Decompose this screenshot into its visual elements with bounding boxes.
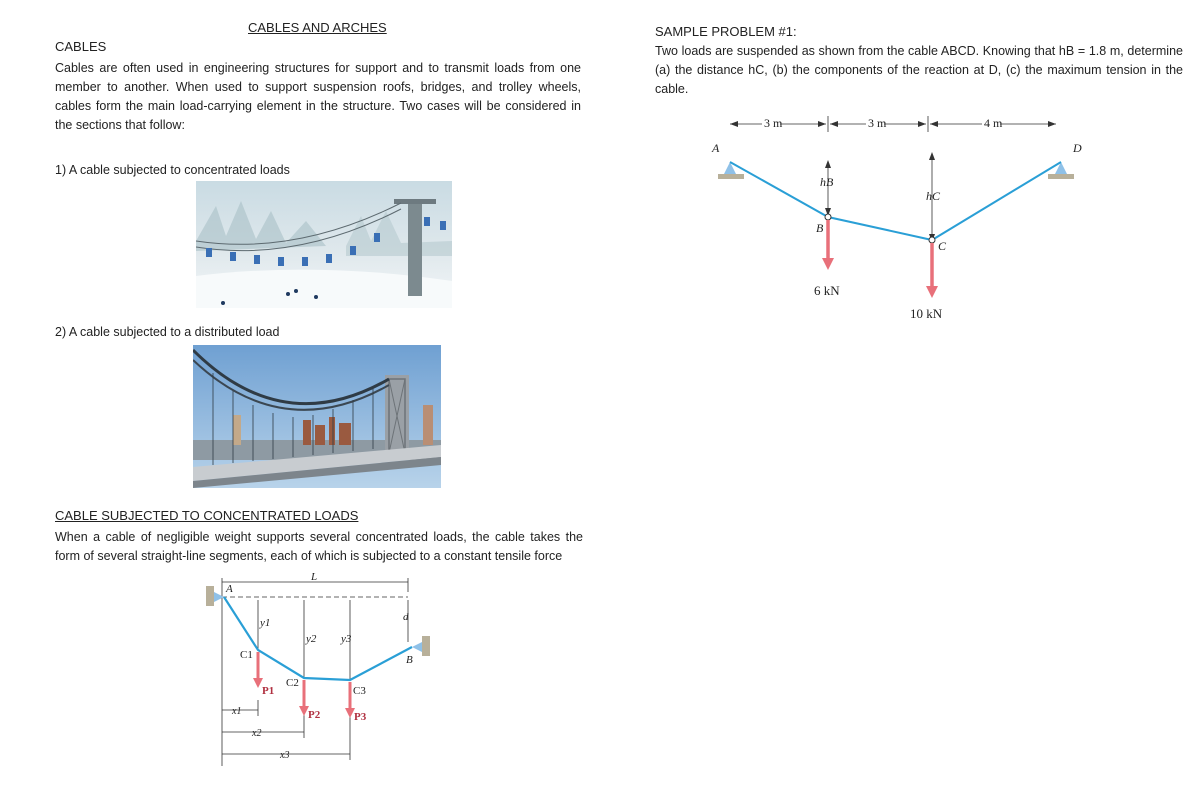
label-c1: C1 (240, 649, 253, 661)
label-a: A (226, 583, 233, 595)
label-y3: y3 (341, 633, 352, 645)
support-a (214, 592, 224, 602)
span-cd: 4 m (984, 116, 1003, 130)
label-y2: y2 (306, 633, 317, 645)
label-a: A (712, 141, 720, 155)
point-b (825, 214, 831, 220)
label-x1: x1 (232, 706, 242, 717)
chairlift-photo (196, 181, 452, 308)
point-c (929, 237, 935, 243)
label-d: d (403, 611, 409, 623)
section-paragraph: When a cable of negligible weight supports several concentrated loads, the cable takes the form of several straight-line segments, each of which is subjected to a constant tensile force (55, 530, 583, 563)
span-bc: 3 m (868, 116, 887, 130)
sample-problem-diagram (700, 110, 1100, 325)
problem-title: SAMPLE PROBLEM #1: (655, 24, 797, 39)
cables-heading: CABLES (55, 39, 107, 54)
label-p2: P2 (308, 709, 321, 721)
case-2-label: 2) A cable subjected to a distributed load (55, 325, 280, 339)
label-hb: hB (820, 175, 834, 189)
label-p1: P1 (262, 685, 275, 697)
label-y1: y1 (260, 617, 271, 629)
label-d: D (1073, 141, 1082, 155)
cable-abcd (730, 162, 1061, 240)
label-c3: C3 (353, 685, 366, 697)
label-c: C (938, 239, 947, 253)
main-title: CABLES AND ARCHES (248, 20, 387, 35)
problem-paragraph: Two loads are suspended as shown from the cable ABCD. Knowing that hB = 1.8 m, determine (a) the distance hC, (b) the components of the reaction at D, (c) the maximum tension in the cable. (655, 44, 1183, 96)
label-hc: hC (926, 189, 941, 203)
support-b (412, 642, 422, 652)
section-heading: CABLE SUBJECTED TO CONCENTRATED LOADS (55, 508, 359, 523)
label-x3: x3 (280, 750, 290, 761)
concentrated-loads-diagram (196, 570, 436, 770)
suspension-bridge-photo (193, 345, 441, 488)
label-c2: C2 (286, 677, 299, 689)
label-p3: P3 (354, 711, 367, 723)
load-b-value: 6 kN (814, 283, 840, 298)
cable-line (224, 597, 412, 680)
span-ab: 3 m (764, 116, 783, 130)
label-l: L (311, 571, 318, 583)
label-b: B (406, 654, 413, 666)
label-x2: x2 (252, 728, 262, 739)
intro-paragraph: Cables are often used in engineering structures for support and to transmit loads from one member to another. When used to support suspension roofs, bridges, and trolley wheels, cables form the main load-carrying element in the structure. Two cases will be considered in the sections that follow: (55, 61, 581, 132)
case-1-label: 1) A cable subjected to concentrated loads (55, 163, 290, 177)
label-b: B (816, 221, 824, 235)
load-c-value: 10 kN (910, 306, 943, 321)
